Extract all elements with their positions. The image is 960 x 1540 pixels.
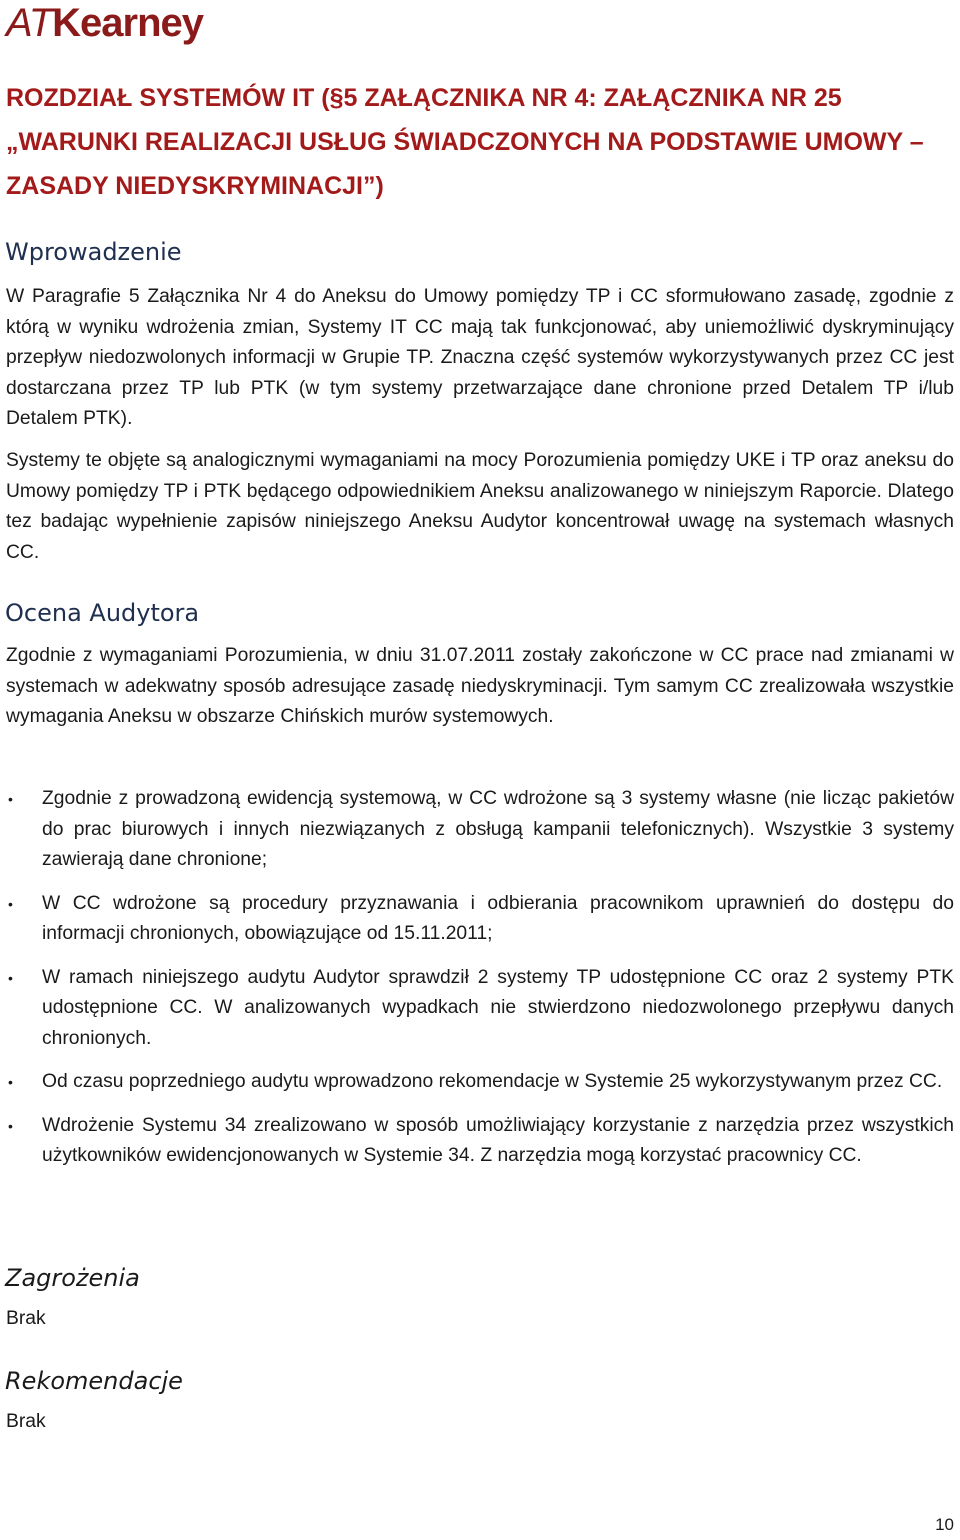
list-item-text: Wdrożenie Systemu 34 zrealizowano w sposób umożliwiający korzystanie z narzędzia przez wszystkich użytkowników ewidencjonowanych w Systemie 34. Z narzędzia mogą korzystać pracownicy CC. xyxy=(42,1114,954,1166)
threats-heading: Zagrożenia xyxy=(5,1264,140,1292)
list-item xyxy=(0,1067,954,1098)
audit-paragraph: Zgodnie z wymaganiami Porozumienia, w dniu 31.07.2011 zostały zakończone w CC prace nad zmianami w systemach w adekwatny sposób adresujące zasadę niedyskryminacji. Tym samym CC zrealizowała wszystkie wymagania Aneksu w obszarze Chińskich murów systemowych. xyxy=(6,645,954,727)
threats-text: Brak xyxy=(6,1308,46,1329)
logo-kearney-text: Kearney xyxy=(52,1,204,45)
list-item xyxy=(0,1111,954,1172)
list-item-text: W ramach niniejszego audytu Audytor sprawdził 2 systemy TP udostępnione CC oraz 2 systemy PTK udostępnione CC. W analizowanych wypadkach nie stwierdzono niedozwolonego przepływu danych chronionych. xyxy=(42,966,954,1049)
bullet-icon: • xyxy=(8,1117,13,1134)
bullet-icon: • xyxy=(8,1074,13,1090)
list-item xyxy=(0,889,954,950)
intro-paragraph-2: Systemy te objęte są analogicznymi wymaganiami na mocy Porozumienia pomiędzy UKE i TP oraz aneksu do Umowy pomiędzy TP i PTK będącego odpowiednikiem Aneksu analizowanego w niniejszym Raporcie. Dlatego tez badając wypełnienie zapisów niniejszego Aneksu Audytor koncentrował uwagę na systemach własnych CC. xyxy=(6,450,954,563)
chapter-title: ROZDZIAŁ SYSTEMÓW IT (§5 ZAŁĄCZNIKA NR 4: ZAŁĄCZNIKA NR 25 „WARUNKI REALIZACJI USŁUG ŚWIADCZONYCH NA PODSTAWIE UMOWY – ZASADY NIEDYSKRYMINACJI”) xyxy=(6,84,924,200)
audit-heading: Ocena Audytora xyxy=(5,599,200,627)
bullet-icon: • xyxy=(8,791,13,807)
list-item-text: Zgodnie z prowadzoną ewidencją systemową, w CC wdrożone są 3 systemy własne (nie licząc pakietów do prac biurowych i innych niezwiązanych z obsługą kampanii telefonicznych). Wszystkie 3 systemy zawierają dane chronione; xyxy=(42,788,954,870)
list-item-text: Od czasu poprzedniego audytu wprowadzono rekomendacje w Systemie 25 wykorzystywanym przez CC. xyxy=(42,1071,943,1092)
atkearney-logo xyxy=(6,0,203,55)
list-item xyxy=(0,784,954,876)
recommendations-text: Brak xyxy=(6,1411,46,1432)
intro-heading: Wprowadzenie xyxy=(5,238,182,266)
bullet-icon: • xyxy=(8,895,13,912)
logo-at-text: AT xyxy=(6,1,53,45)
recommendations-heading: Rekomendacje xyxy=(5,1367,183,1395)
list-item-text: W CC wdrożone są procedury przyznawania i odbierania pracownikom uprawnień do dostępu do informacji chronionych, obowiązujące od 15.11.2011; xyxy=(42,892,954,944)
list-item xyxy=(0,963,954,1055)
bullet-icon: • xyxy=(8,969,13,986)
page-number: 10 xyxy=(935,1515,954,1534)
findings-list xyxy=(0,784,960,1185)
intro-paragraph-1: W Paragrafie 5 Załącznika Nr 4 do Aneksu do Umowy pomiędzy TP i CC sformułowano zasadę, zgodnie z którą w wyniku wdrożenia zmian, Systemy IT CC mają tak funkcjonować, aby uniemożliwić dyskryminujący przepływ niedozwolonych informacji w Grupie TP. Znaczna część systemów wykorzystywanych przez CC jest dostarczana przez TP lub PTK (w tym systemy przetwarzające dane chronione przed Detalem TP i/lub Detalem PTK). xyxy=(6,286,954,429)
